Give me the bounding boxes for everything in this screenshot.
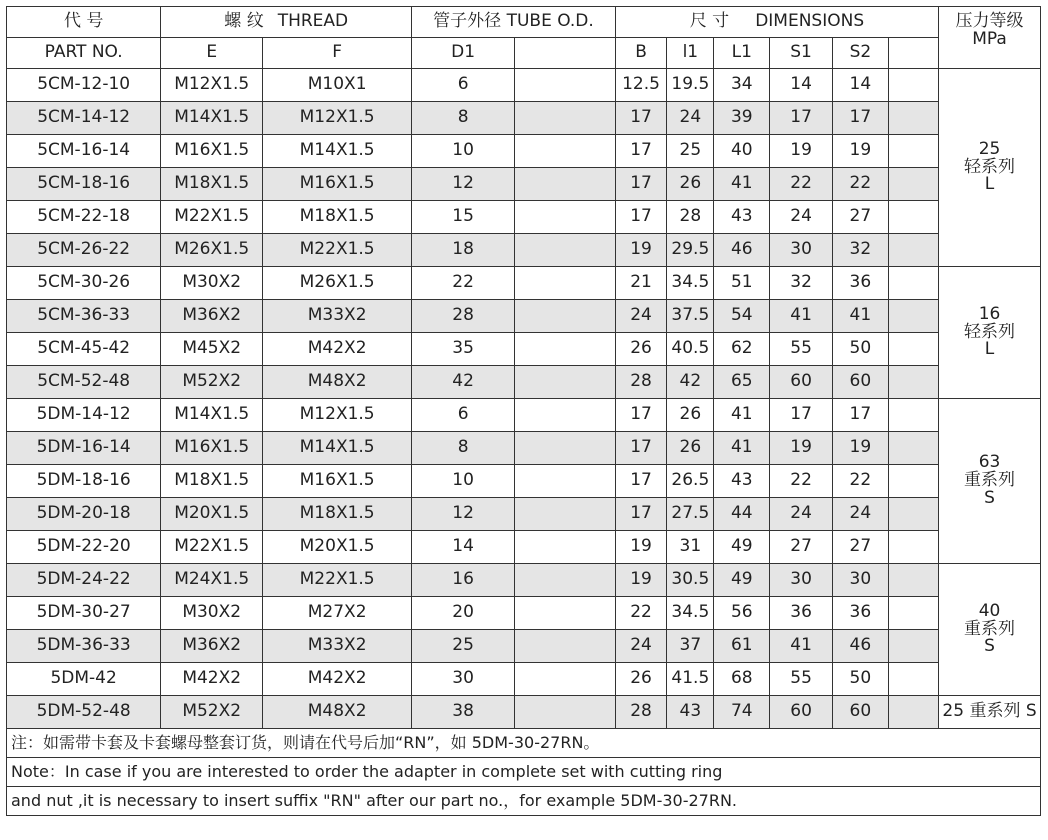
dim-b-cell: 17 bbox=[615, 399, 666, 432]
part-no-cell: 5DM-52-48 bbox=[7, 696, 161, 729]
thread-e-cell: M30X2 bbox=[161, 597, 263, 630]
dim-b-cell: 21 bbox=[615, 267, 666, 300]
dim-l1-upper-cell: 46 bbox=[714, 234, 770, 267]
table-row bbox=[7, 696, 1041, 729]
dim-l1-upper-cell: 54 bbox=[714, 300, 770, 333]
dim-l1-upper-cell: 68 bbox=[714, 663, 770, 696]
blank-cell bbox=[888, 201, 938, 234]
dim-s2-cell: 46 bbox=[833, 630, 889, 663]
tube-od-cell: 16 bbox=[412, 564, 515, 597]
dim-l1-lower-cell: 37 bbox=[667, 630, 714, 663]
blank-cell bbox=[888, 102, 938, 135]
dim-s2-cell: 36 bbox=[833, 597, 889, 630]
thread-en-label: THREAD bbox=[277, 11, 349, 32]
thread-e-cell: M30X2 bbox=[161, 267, 263, 300]
dim-s1-cell: 24 bbox=[770, 201, 833, 234]
dim-l1-lower-cell: 37.5 bbox=[667, 300, 714, 333]
dim-s2-cell: 24 bbox=[833, 498, 889, 531]
blank-cell bbox=[888, 135, 938, 168]
blank-cell bbox=[888, 366, 938, 399]
blank-cell bbox=[888, 531, 938, 564]
dim-l1-upper-cell: 41 bbox=[714, 432, 770, 465]
blank-cell bbox=[888, 300, 938, 333]
dimensions-header bbox=[615, 7, 938, 38]
blank-cell bbox=[888, 168, 938, 201]
thread-e-cell: M14X1.5 bbox=[161, 399, 263, 432]
col-b-label: B bbox=[615, 38, 666, 69]
dim-l1-lower-cell: 19.5 bbox=[667, 69, 714, 102]
thread-e-cell: M45X2 bbox=[161, 333, 263, 366]
dim-s2-cell: 17 bbox=[833, 399, 889, 432]
col-d1-label: D1 bbox=[412, 38, 515, 69]
thread-e-cell: M24X1.5 bbox=[161, 564, 263, 597]
table-row bbox=[7, 69, 1041, 102]
blank-cell bbox=[515, 663, 616, 696]
part-no-cell: 5CM-45-42 bbox=[7, 333, 161, 366]
tube-od-cell: 8 bbox=[412, 102, 515, 135]
dim-s1-cell: 24 bbox=[770, 498, 833, 531]
dim-s1-cell: 41 bbox=[770, 630, 833, 663]
dim-l1-lower-cell: 29.5 bbox=[667, 234, 714, 267]
blank-cell bbox=[515, 399, 616, 432]
dim-s1-cell: 32 bbox=[770, 267, 833, 300]
thread-header bbox=[161, 7, 412, 38]
tube-od-cell: 15 bbox=[412, 201, 515, 234]
pressure-cn-label: 压力等级 bbox=[955, 11, 1024, 31]
tube-od-cell: 42 bbox=[412, 366, 515, 399]
table-row bbox=[7, 333, 1041, 366]
blank-cell bbox=[888, 663, 938, 696]
pressure-value: 25 bbox=[978, 138, 1001, 159]
dim-s2-cell: 27 bbox=[833, 201, 889, 234]
table-row bbox=[7, 531, 1041, 564]
pressure-code: S bbox=[984, 636, 995, 657]
table-row bbox=[7, 597, 1041, 630]
code-label: 代 号 bbox=[7, 7, 161, 38]
dim-l1-upper-cell: 49 bbox=[714, 564, 770, 597]
thread-f-cell: M14X1.5 bbox=[263, 135, 412, 168]
dim-b-cell: 28 bbox=[615, 366, 666, 399]
dim-b-cell: 17 bbox=[615, 432, 666, 465]
part-no-cell: 5DM-36-33 bbox=[7, 630, 161, 663]
pressure-code: S bbox=[984, 487, 995, 508]
note-en-line1: Note：In case if you are interested to order the adapter in complete set with cutting ring bbox=[6, 758, 1041, 787]
dim-l1-lower-cell: 43 bbox=[667, 696, 714, 729]
tube-od-cell: 20 bbox=[412, 597, 515, 630]
table-row bbox=[7, 564, 1041, 597]
dim-s2-cell: 50 bbox=[833, 663, 889, 696]
thread-f-cell: M18X1.5 bbox=[263, 201, 412, 234]
tube-od-cell: 30 bbox=[412, 663, 515, 696]
dim-l1-lower-cell: 25 bbox=[667, 135, 714, 168]
part-no-cell: 5CM-18-16 bbox=[7, 168, 161, 201]
part-no-cell: 5CM-30-26 bbox=[7, 267, 161, 300]
blank-cell bbox=[515, 630, 616, 663]
dim-l1-lower-cell: 31 bbox=[667, 531, 714, 564]
tube-od-cell: 22 bbox=[412, 267, 515, 300]
thread-e-cell: M22X1.5 bbox=[161, 531, 263, 564]
dim-l1-upper-cell: 41 bbox=[714, 168, 770, 201]
blank-cell bbox=[515, 597, 616, 630]
thread-e-cell: M20X1.5 bbox=[161, 498, 263, 531]
dim-b-cell: 17 bbox=[615, 201, 666, 234]
thread-e-cell: M16X1.5 bbox=[161, 135, 263, 168]
dim-l1-upper-cell: 40 bbox=[714, 135, 770, 168]
pressure-class-cell bbox=[939, 564, 1041, 696]
dim-l1-lower-cell: 24 bbox=[667, 102, 714, 135]
dim-s1-cell: 17 bbox=[770, 102, 833, 135]
col-l1-lower-label: l1 bbox=[667, 38, 714, 69]
blank-cell bbox=[888, 69, 938, 102]
table-row bbox=[7, 201, 1041, 234]
table-row bbox=[7, 630, 1041, 663]
thread-e-cell: M42X2 bbox=[161, 663, 263, 696]
blank-cell bbox=[888, 432, 938, 465]
part-no-cell: 5DM-16-14 bbox=[7, 432, 161, 465]
dim-l1-upper-cell: 43 bbox=[714, 201, 770, 234]
table-row bbox=[7, 366, 1041, 399]
table-row bbox=[7, 234, 1041, 267]
thread-e-cell: M52X2 bbox=[161, 366, 263, 399]
part-no-cell: 5CM-16-14 bbox=[7, 135, 161, 168]
pressure-header bbox=[939, 7, 1041, 69]
blank-cell bbox=[515, 432, 616, 465]
thread-e-cell: M26X1.5 bbox=[161, 234, 263, 267]
thread-f-cell: M48X2 bbox=[263, 696, 412, 729]
part-no-cell: 5DM-20-18 bbox=[7, 498, 161, 531]
dim-l1-lower-cell: 26 bbox=[667, 399, 714, 432]
pressure-value: 63 bbox=[978, 452, 1001, 473]
dim-s2-cell: 27 bbox=[833, 531, 889, 564]
tube-od-cell: 25 bbox=[412, 630, 515, 663]
blank-header-cell bbox=[515, 38, 616, 69]
blank-cell bbox=[888, 399, 938, 432]
dim-b-cell: 17 bbox=[615, 168, 666, 201]
dim-l1-upper-cell: 62 bbox=[714, 333, 770, 366]
dim-b-cell: 17 bbox=[615, 498, 666, 531]
dim-s2-cell: 50 bbox=[833, 333, 889, 366]
thread-e-cell: M12X1.5 bbox=[161, 69, 263, 102]
part-no-cell: 5DM-14-12 bbox=[7, 399, 161, 432]
blank-cell bbox=[515, 531, 616, 564]
dim-s2-cell: 22 bbox=[833, 465, 889, 498]
thread-f-cell: M48X2 bbox=[263, 366, 412, 399]
pressure-code: L bbox=[984, 174, 995, 195]
part-no-cell: 5CM-14-12 bbox=[7, 102, 161, 135]
blank-cell bbox=[515, 696, 616, 729]
blank-cell bbox=[515, 465, 616, 498]
blank-header-cell bbox=[888, 38, 938, 69]
header-row-2 bbox=[7, 38, 1041, 69]
dim-l1-upper-cell: 51 bbox=[714, 267, 770, 300]
blank-cell bbox=[515, 333, 616, 366]
blank-cell bbox=[515, 267, 616, 300]
dim-l1-lower-cell: 34.5 bbox=[667, 267, 714, 300]
table-row bbox=[7, 663, 1041, 696]
blank-cell bbox=[888, 234, 938, 267]
table-row bbox=[7, 498, 1041, 531]
pressure-class-cell bbox=[939, 399, 1041, 564]
dim-b-cell: 26 bbox=[615, 333, 666, 366]
tube-od-cell: 38 bbox=[412, 696, 515, 729]
blank-cell bbox=[888, 696, 938, 729]
thread-f-cell: M16X1.5 bbox=[263, 168, 412, 201]
dim-b-cell: 17 bbox=[615, 102, 666, 135]
col-e-label: E bbox=[161, 38, 263, 69]
dim-b-cell: 19 bbox=[615, 564, 666, 597]
dim-l1-lower-cell: 28 bbox=[667, 201, 714, 234]
thread-e-cell: M16X1.5 bbox=[161, 432, 263, 465]
thread-f-cell: M12X1.5 bbox=[263, 399, 412, 432]
dim-s1-cell: 19 bbox=[770, 135, 833, 168]
thread-f-cell: M42X2 bbox=[263, 333, 412, 366]
blank-cell bbox=[515, 564, 616, 597]
dim-b-cell: 26 bbox=[615, 663, 666, 696]
dim-s2-cell: 32 bbox=[833, 234, 889, 267]
dim-l1-upper-cell: 65 bbox=[714, 366, 770, 399]
table-row bbox=[7, 399, 1041, 432]
dim-l1-upper-cell: 43 bbox=[714, 465, 770, 498]
tube-od-cell: 6 bbox=[412, 399, 515, 432]
dim-s1-cell: 36 bbox=[770, 597, 833, 630]
dim-s2-cell: 30 bbox=[833, 564, 889, 597]
dim-s2-cell: 22 bbox=[833, 168, 889, 201]
tube-od-cell: 10 bbox=[412, 135, 515, 168]
thread-f-cell: M26X1.5 bbox=[263, 267, 412, 300]
pressure-value: 40 bbox=[978, 600, 1001, 621]
thread-f-cell: M18X1.5 bbox=[263, 498, 412, 531]
part-no-cell: 5CM-22-18 bbox=[7, 201, 161, 234]
dim-s1-cell: 60 bbox=[770, 366, 833, 399]
part-no-label: PART NO. bbox=[7, 38, 161, 69]
dim-s1-cell: 22 bbox=[770, 168, 833, 201]
part-no-cell: 5DM-24-22 bbox=[7, 564, 161, 597]
dim-l1-lower-cell: 26 bbox=[667, 168, 714, 201]
pressure-class-cell: 25 重系列 S bbox=[939, 696, 1041, 729]
dim-l1-upper-cell: 56 bbox=[714, 597, 770, 630]
thread-e-cell: M18X1.5 bbox=[161, 168, 263, 201]
dim-s2-cell: 19 bbox=[833, 432, 889, 465]
dim-b-cell: 12.5 bbox=[615, 69, 666, 102]
dim-s1-cell: 27 bbox=[770, 531, 833, 564]
tube-od-label: 管子外径 TUBE O.D. bbox=[412, 7, 616, 38]
part-no-cell: 5DM-42 bbox=[7, 663, 161, 696]
blank-cell bbox=[888, 267, 938, 300]
blank-cell bbox=[888, 564, 938, 597]
dim-s2-cell: 60 bbox=[833, 696, 889, 729]
thread-f-cell: M33X2 bbox=[263, 300, 412, 333]
thread-f-cell: M14X1.5 bbox=[263, 432, 412, 465]
thread-e-cell: M18X1.5 bbox=[161, 465, 263, 498]
dim-l1-lower-cell: 26.5 bbox=[667, 465, 714, 498]
thread-e-cell: M36X2 bbox=[161, 300, 263, 333]
blank-cell bbox=[515, 300, 616, 333]
dim-s1-cell: 22 bbox=[770, 465, 833, 498]
pressure-code: L bbox=[984, 339, 995, 360]
col-l1-upper-label: L1 bbox=[714, 38, 770, 69]
dim-l1-upper-cell: 74 bbox=[714, 696, 770, 729]
header-row-1 bbox=[7, 7, 1041, 38]
table-row bbox=[7, 168, 1041, 201]
blank-cell bbox=[515, 498, 616, 531]
dim-s1-cell: 19 bbox=[770, 432, 833, 465]
dim-s1-cell: 55 bbox=[770, 663, 833, 696]
blank-cell bbox=[515, 102, 616, 135]
dim-s1-cell: 60 bbox=[770, 696, 833, 729]
thread-f-cell: M33X2 bbox=[263, 630, 412, 663]
blank-cell bbox=[888, 597, 938, 630]
thread-f-cell: M42X2 bbox=[263, 663, 412, 696]
blank-cell bbox=[888, 630, 938, 663]
dim-s1-cell: 17 bbox=[770, 399, 833, 432]
blank-cell bbox=[888, 498, 938, 531]
dim-s1-cell: 41 bbox=[770, 300, 833, 333]
dim-s2-cell: 36 bbox=[833, 267, 889, 300]
thread-cn-label: 螺 纹 bbox=[224, 11, 264, 32]
table-row bbox=[7, 300, 1041, 333]
tube-od-cell: 8 bbox=[412, 432, 515, 465]
dim-l1-upper-cell: 41 bbox=[714, 399, 770, 432]
dim-b-cell: 24 bbox=[615, 630, 666, 663]
part-no-cell: 5DM-30-27 bbox=[7, 597, 161, 630]
part-no-cell: 5DM-22-20 bbox=[7, 531, 161, 564]
tube-od-cell: 10 bbox=[412, 465, 515, 498]
dim-s2-cell: 14 bbox=[833, 69, 889, 102]
blank-cell bbox=[888, 333, 938, 366]
part-no-cell: 5DM-18-16 bbox=[7, 465, 161, 498]
tube-od-cell: 6 bbox=[412, 69, 515, 102]
tube-od-cell: 12 bbox=[412, 168, 515, 201]
part-no-cell: 5CM-36-33 bbox=[7, 300, 161, 333]
part-no-cell: 5CM-52-48 bbox=[7, 366, 161, 399]
pressure-series: 重系列 bbox=[964, 470, 1016, 491]
dim-b-cell: 28 bbox=[615, 696, 666, 729]
blank-cell bbox=[515, 69, 616, 102]
thread-f-cell: M20X1.5 bbox=[263, 531, 412, 564]
blank-cell bbox=[515, 234, 616, 267]
dim-s1-cell: 55 bbox=[770, 333, 833, 366]
spec-table bbox=[6, 6, 1041, 729]
dim-s2-cell: 41 bbox=[833, 300, 889, 333]
dim-cn-label: 尺 寸 bbox=[689, 11, 730, 32]
dim-l1-lower-cell: 42 bbox=[667, 366, 714, 399]
thread-f-cell: M22X1.5 bbox=[263, 234, 412, 267]
thread-f-cell: M27X2 bbox=[263, 597, 412, 630]
thread-e-cell: M14X1.5 bbox=[161, 102, 263, 135]
pressure-class-cell bbox=[939, 267, 1041, 399]
dim-b-cell: 19 bbox=[615, 234, 666, 267]
dim-b-cell: 24 bbox=[615, 300, 666, 333]
dim-s2-cell: 17 bbox=[833, 102, 889, 135]
table-row bbox=[7, 465, 1041, 498]
dim-l1-upper-cell: 39 bbox=[714, 102, 770, 135]
blank-cell bbox=[515, 201, 616, 234]
pressure-series: 轻系列 bbox=[964, 321, 1016, 342]
dim-l1-lower-cell: 27.5 bbox=[667, 498, 714, 531]
dim-l1-lower-cell: 40.5 bbox=[667, 333, 714, 366]
dim-b-cell: 17 bbox=[615, 465, 666, 498]
part-no-cell: 5CM-26-22 bbox=[7, 234, 161, 267]
dim-s1-cell: 30 bbox=[770, 234, 833, 267]
pressure-value: 16 bbox=[978, 303, 1001, 324]
table-row bbox=[7, 135, 1041, 168]
col-f-label: F bbox=[263, 38, 412, 69]
note-cn: 注：如需带卡套及卡套螺母整套订货，则请在代号后加“RN”，如 5DM-30-27RN。 bbox=[6, 729, 1041, 758]
dim-b-cell: 19 bbox=[615, 531, 666, 564]
tube-od-cell: 28 bbox=[412, 300, 515, 333]
tube-od-cell: 35 bbox=[412, 333, 515, 366]
dim-l1-lower-cell: 34.5 bbox=[667, 597, 714, 630]
table-row bbox=[7, 102, 1041, 135]
tube-od-cell: 14 bbox=[412, 531, 515, 564]
dim-l1-lower-cell: 26 bbox=[667, 432, 714, 465]
thread-f-cell: M16X1.5 bbox=[263, 465, 412, 498]
dim-l1-upper-cell: 34 bbox=[714, 69, 770, 102]
dim-s1-cell: 30 bbox=[770, 564, 833, 597]
blank-cell bbox=[515, 168, 616, 201]
pressure-class-cell bbox=[939, 69, 1041, 267]
tube-od-cell: 12 bbox=[412, 498, 515, 531]
dim-en-label: DIMENSIONS bbox=[755, 11, 865, 32]
blank-cell bbox=[888, 465, 938, 498]
thread-e-cell: M22X1.5 bbox=[161, 201, 263, 234]
dim-l1-lower-cell: 30.5 bbox=[667, 564, 714, 597]
dim-l1-lower-cell: 41.5 bbox=[667, 663, 714, 696]
col-s2-label: S2 bbox=[833, 38, 889, 69]
dim-b-cell: 17 bbox=[615, 135, 666, 168]
tube-od-cell: 18 bbox=[412, 234, 515, 267]
note-en-line2: and nut ,it is necessary to insert suffix "RN" after our part no.，for example 5DM-30-27RN. bbox=[6, 787, 1041, 816]
table-row bbox=[7, 432, 1041, 465]
thread-f-cell: M10X1 bbox=[263, 69, 412, 102]
col-s1-label: S1 bbox=[770, 38, 833, 69]
thread-e-cell: M36X2 bbox=[161, 630, 263, 663]
dim-b-cell: 22 bbox=[615, 597, 666, 630]
part-no-cell: 5CM-12-10 bbox=[7, 69, 161, 102]
thread-f-cell: M12X1.5 bbox=[263, 102, 412, 135]
dim-l1-upper-cell: 49 bbox=[714, 531, 770, 564]
dim-s2-cell: 19 bbox=[833, 135, 889, 168]
pressure-series: 重系列 bbox=[964, 618, 1016, 639]
dim-l1-upper-cell: 44 bbox=[714, 498, 770, 531]
thread-e-cell: M52X2 bbox=[161, 696, 263, 729]
pressure-unit-label: MPa bbox=[972, 28, 1007, 49]
thread-f-cell: M22X1.5 bbox=[263, 564, 412, 597]
dim-s1-cell: 14 bbox=[770, 69, 833, 102]
table-row bbox=[7, 267, 1041, 300]
blank-cell bbox=[515, 366, 616, 399]
pressure-series: 轻系列 bbox=[964, 156, 1016, 177]
blank-cell bbox=[515, 135, 616, 168]
dim-s2-cell: 60 bbox=[833, 366, 889, 399]
dim-l1-upper-cell: 61 bbox=[714, 630, 770, 663]
